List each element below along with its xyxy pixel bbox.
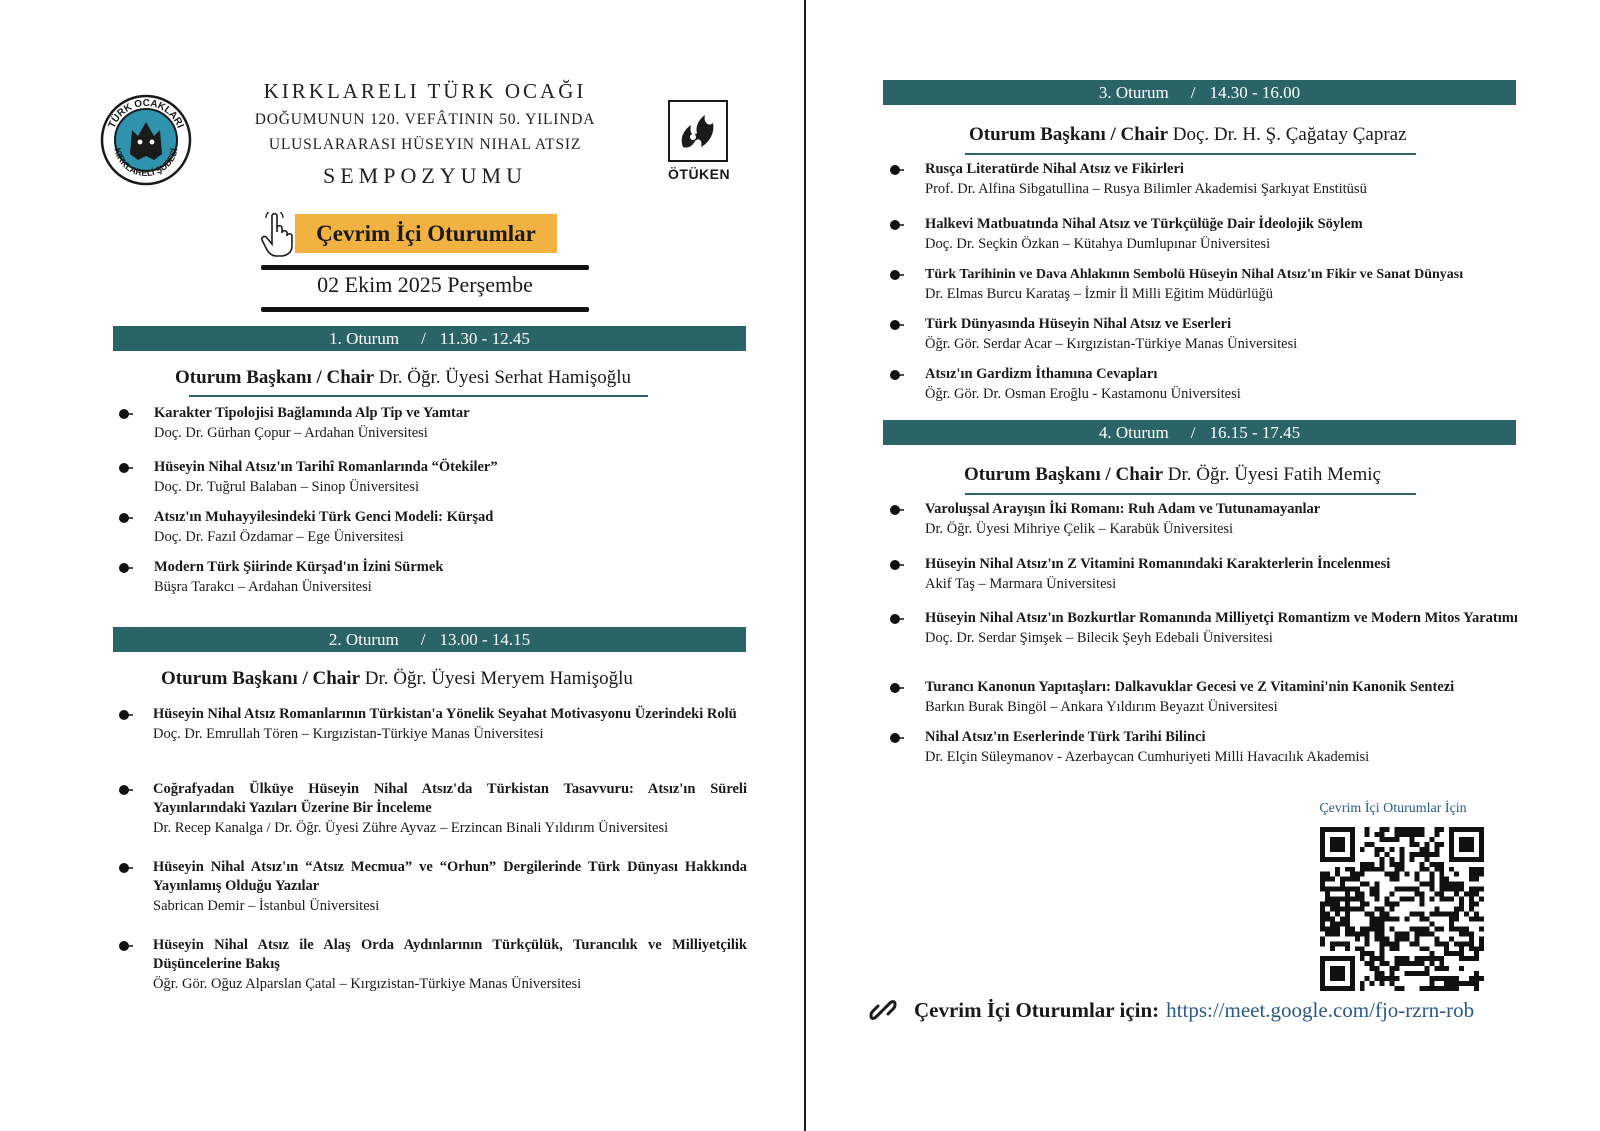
paper-title: Atsız'ın Muhayyilesindeki Türk Genci Modeli: Kürşad: [154, 509, 494, 525]
paper-author: Doç. Dr. Fazıl Özdamar – Ege Üniversitesi: [154, 529, 404, 545]
paper-title: Atsız'ın Gardizm İthamına Cevapları: [925, 366, 1158, 382]
bullet-icon: [117, 709, 133, 721]
meeting-link[interactable]: https://meet.google.com/fjo-rzrn-rob: [1166, 997, 1475, 1022]
list-item: [888, 500, 1518, 539]
bullet-icon: [117, 462, 133, 474]
list-item: [888, 315, 1518, 354]
bullet-icon: [117, 940, 133, 952]
paper-title: Hüseyin Nihal Atsız'ın Z Vitamini Romanındaki Karakterlerin İncelenmesi: [925, 556, 1391, 572]
paper-title: Varoluşsal Arayışın İki Romanı: Ruh Adam ve Tutunamayanlar: [925, 501, 1321, 517]
list-item: [117, 936, 747, 994]
session-4-header: 4. Oturum / 16.15 - 17.45: [883, 420, 1516, 445]
paper-author: Öğr. Gör. Oğuz Alparslan Çatal – Kırgızistan-Türkiye Manas Üniversitesi: [153, 976, 582, 992]
bullet-icon: [888, 369, 904, 381]
meeting-link-row: [868, 995, 1474, 1025]
session-time: 16.15 - 17.45: [1209, 422, 1301, 442]
chair-name: Doç. Dr. H. Ş. Çağatay Çapraz: [1172, 124, 1407, 145]
header-subtitle-2: ULUSLARARASI HÜSEYIN NIHAL ATSIZ: [268, 136, 582, 153]
bullet-icon: [888, 732, 904, 744]
link-icon: [868, 995, 898, 1025]
bullet-icon: [888, 219, 904, 231]
header-org: KIRKLARELI TÜRK OCAĞI: [263, 79, 587, 103]
otuken-wordmark: ÖTÜKEN: [668, 166, 731, 182]
svg-text:KIRKLARELİ ŞUBESİ: KIRKLARELİ ŞUBESİ: [112, 146, 180, 179]
paper-author: Doç. Dr. Seçkin Özkan – Kütahya Dumlupınar Üniversitesi: [925, 236, 1271, 252]
paper-author: Doç. Dr. Emrullah Tören – Kırgızistan-Türkiye Manas Üniversitesi: [153, 726, 544, 742]
chair-name: Dr. Öğr. Üyesi Meryem Hamişoğlu: [364, 668, 633, 689]
list-item: [117, 558, 747, 597]
paper-author: Dr. Elçin Süleymanov - Azerbaycan Cumhuriyeti Milli Havacılık Akademisi: [925, 749, 1370, 765]
paper-author: Akif Taş – Marmara Üniversitesi: [925, 576, 1117, 592]
list-item: [888, 728, 1518, 767]
list-item: [117, 508, 747, 547]
paper-author: Doç. Dr. Tuğrul Balaban – Sinop Üniversitesi: [154, 479, 420, 495]
bullet-icon: [888, 559, 904, 571]
paper-title: Hüseyin Nihal Atsız'ın Tarihî Romanlarında “Ötekiler”: [154, 459, 498, 475]
date-rule-bottom: [261, 307, 589, 312]
list-item: [888, 678, 1518, 717]
paper-author: Dr. Recep Kanalga / Dr. Öğr. Üyesi Zühre Ayvaz – Erzincan Binali Yıldırım Üniversitesi: [153, 820, 669, 836]
header-symposium: SEMPOZYUMU: [322, 163, 528, 188]
pointer-hand-icon: [260, 212, 294, 258]
paper-title: Hüseyin Nihal Atsız Romanlarının Türkistan'a Yönelik Seyahat Motivasyonu Üzerindeki Rolü: [153, 706, 737, 722]
paper-author: Doç. Dr. Gürhan Çopur – Ardahan Üniversitesi: [154, 425, 428, 441]
session-name: 3. Oturum: [1098, 82, 1169, 102]
chair-underline: [965, 153, 1416, 155]
paper-title: Hüseyin Nihal Atsız ile Alaş Orda Aydınlarının Türkçülük, Turancılık ve Milliyetçilik Düşüncelerine Bakış: [153, 937, 747, 972]
session-3-header: 3. Oturum / 14.30 - 16.00: [883, 80, 1516, 105]
date-rule-top: [261, 265, 589, 270]
chair-label: Oturum Başkanı / Chair: [161, 668, 361, 689]
paper-author: Dr. Elmas Burcu Karataş – İzmir İl Milli Eğitim Müdürlüğü: [925, 286, 1273, 302]
session-1-header: 1. Oturum / 11.30 - 12.45: [113, 326, 746, 351]
session-4-chair: [964, 464, 1381, 486]
paper-title: Halkevi Matbuatında Nihal Atsız ve Türkçülüğe Dair İdeolojik Söylem: [925, 216, 1363, 232]
bullet-icon: [117, 408, 133, 420]
paper-title: Türk Tarihinin ve Dava Ahlakının Sembolü Hüseyin Nihal Atsız'ın Fikir ve Sanat Dünyası: [925, 267, 1464, 282]
chair-label: Oturum Başkanı / Chair: [964, 464, 1164, 485]
otuken-emblem-icon: [668, 100, 728, 162]
session-name: 1. Oturum: [329, 328, 400, 348]
paper-title: Hüseyin Nihal Atsız'ın “Atsız Mecmua” ve “Orhun” Dergilerinde Türk Dünyası Hakkında Yayınlamış Olduğu Yazılar: [153, 859, 747, 894]
paper-author: Büşra Tarakcı – Ardahan Üniversitesi: [154, 579, 372, 595]
paper-title: Modern Türk Şiirinde Kürşad'ın İzini Sürmek: [154, 559, 444, 575]
session-2-header: 2. Oturum / 13.00 - 14.15: [113, 627, 746, 652]
paper-author: Dr. Öğr. Üyesi Mihriye Çelik – Karabük Üniversitesi: [925, 521, 1234, 537]
header-subtitle-1: DOĞUMUNUN 120. VEFÂTININ 50. YILINDA: [254, 111, 596, 128]
session-name: 4. Oturum: [1098, 422, 1169, 442]
list-item: [888, 265, 1528, 304]
chair-label: Oturum Başkanı / Chair: [969, 124, 1169, 145]
list-item: [117, 858, 747, 916]
bullet-icon: [117, 784, 133, 796]
paper-title: Hüseyin Nihal Atsız'ın Bozkurtlar Romanında Milliyetçi Romantizm ve Modern Mitos Yaratımı: [925, 610, 1518, 626]
session-1-chair: [175, 367, 631, 389]
paper-title: Karakter Tipolojisi Bağlamında Alp Tip ve Yamtar: [154, 405, 470, 421]
paper-author: Öğr. Gör. Dr. Osman Eroğlu - Kastamonu Üniversitesi: [925, 386, 1241, 402]
list-item: [117, 705, 747, 744]
bullet-icon: [888, 613, 904, 625]
bullet-icon: [117, 562, 133, 574]
paper-author: Sabrican Demir – İstanbul Üniversitesi: [153, 898, 380, 914]
paper-title: Turancı Kanonun Yapıtaşları: Dalkavuklar Gecesi ve Z Vitamini'nin Kanonik Sentezi: [925, 679, 1455, 695]
bullet-icon: [888, 319, 904, 331]
session-time: 13.00 - 14.15: [439, 629, 531, 649]
qr-caption: Çevrim İçi Oturumlar İçin: [1319, 801, 1467, 816]
paper-title: Rusça Literatürde Nihal Atsız ve Fikirleri: [925, 161, 1184, 177]
list-item: [117, 404, 747, 443]
bullet-icon: [117, 862, 133, 874]
bullet-icon: [888, 682, 904, 694]
list-item: [117, 780, 747, 838]
paper-author: Doç. Dr. Serdar Şimşek – Bilecik Şeyh Edebali Üniversitesi: [925, 630, 1273, 646]
online-sessions-badge: Çevrim İçi Oturumlar: [295, 214, 557, 253]
list-item: [117, 458, 747, 497]
session-name: 2. Oturum: [328, 629, 399, 649]
chair-name: Dr. Öğr. Üyesi Serhat Hamişoğlu: [378, 367, 632, 388]
list-item: [888, 215, 1518, 254]
list-item: [888, 555, 1518, 594]
bullet-icon: [888, 164, 904, 176]
session-2-chair: [161, 668, 633, 690]
session-time: 14.30 - 16.00: [1209, 82, 1301, 102]
chair-underline: [189, 395, 648, 397]
turk-ocaklari-logo: [100, 94, 192, 186]
chair-name: Dr. Öğr. Üyesi Fatih Memiç: [1167, 464, 1381, 485]
session-3-chair: [969, 124, 1407, 146]
svg-text:TÜRK OCAKLARI: TÜRK OCAKLARI: [106, 97, 186, 130]
paper-title: Türk Dünyasında Hüseyin Nihal Atsız ve Eserleri: [925, 316, 1232, 332]
paper-title: Coğrafyadan Ülküye Hüseyin Nihal Atsız'da Türkistan Tasavvuru: Atsız'ın Süreli Yayınlarındaki Yazıları Üzerine Bir İnceleme: [153, 781, 747, 816]
list-item: [888, 160, 1518, 199]
meeting-link-label: Çevrim İçi Oturumlar için:: [914, 997, 1160, 1022]
bullet-icon: [117, 512, 133, 524]
paper-author: Barkın Burak Bingöl – Ankara Yıldırım Beyazıt Üniversitesi: [925, 699, 1278, 715]
paper-author: Öğr. Gör. Serdar Acar – Kırgızistan-Türkiye Manas Üniversitesi: [925, 336, 1298, 352]
chair-label: Oturum Başkanı / Chair: [175, 367, 375, 388]
chair-underline: [965, 493, 1416, 495]
paper-title: Nihal Atsız'ın Eserlerinde Türk Tarihi Bilinci: [925, 729, 1206, 745]
paper-author: Prof. Dr. Alfina Sibgatullina – Rusya Bilimler Akademisi Şarkıyat Enstitüsü: [925, 181, 1367, 197]
page-divider: [804, 0, 806, 1131]
qr-code[interactable]: [1320, 827, 1484, 991]
session-time: 11.30 - 12.45: [439, 328, 530, 348]
event-date: 02 Ekim 2025 Perşembe: [317, 272, 533, 297]
list-item: [888, 365, 1518, 404]
otuken-logo: [668, 100, 730, 186]
list-item: [888, 609, 1518, 648]
bullet-icon: [888, 269, 904, 281]
bullet-icon: [888, 504, 904, 516]
